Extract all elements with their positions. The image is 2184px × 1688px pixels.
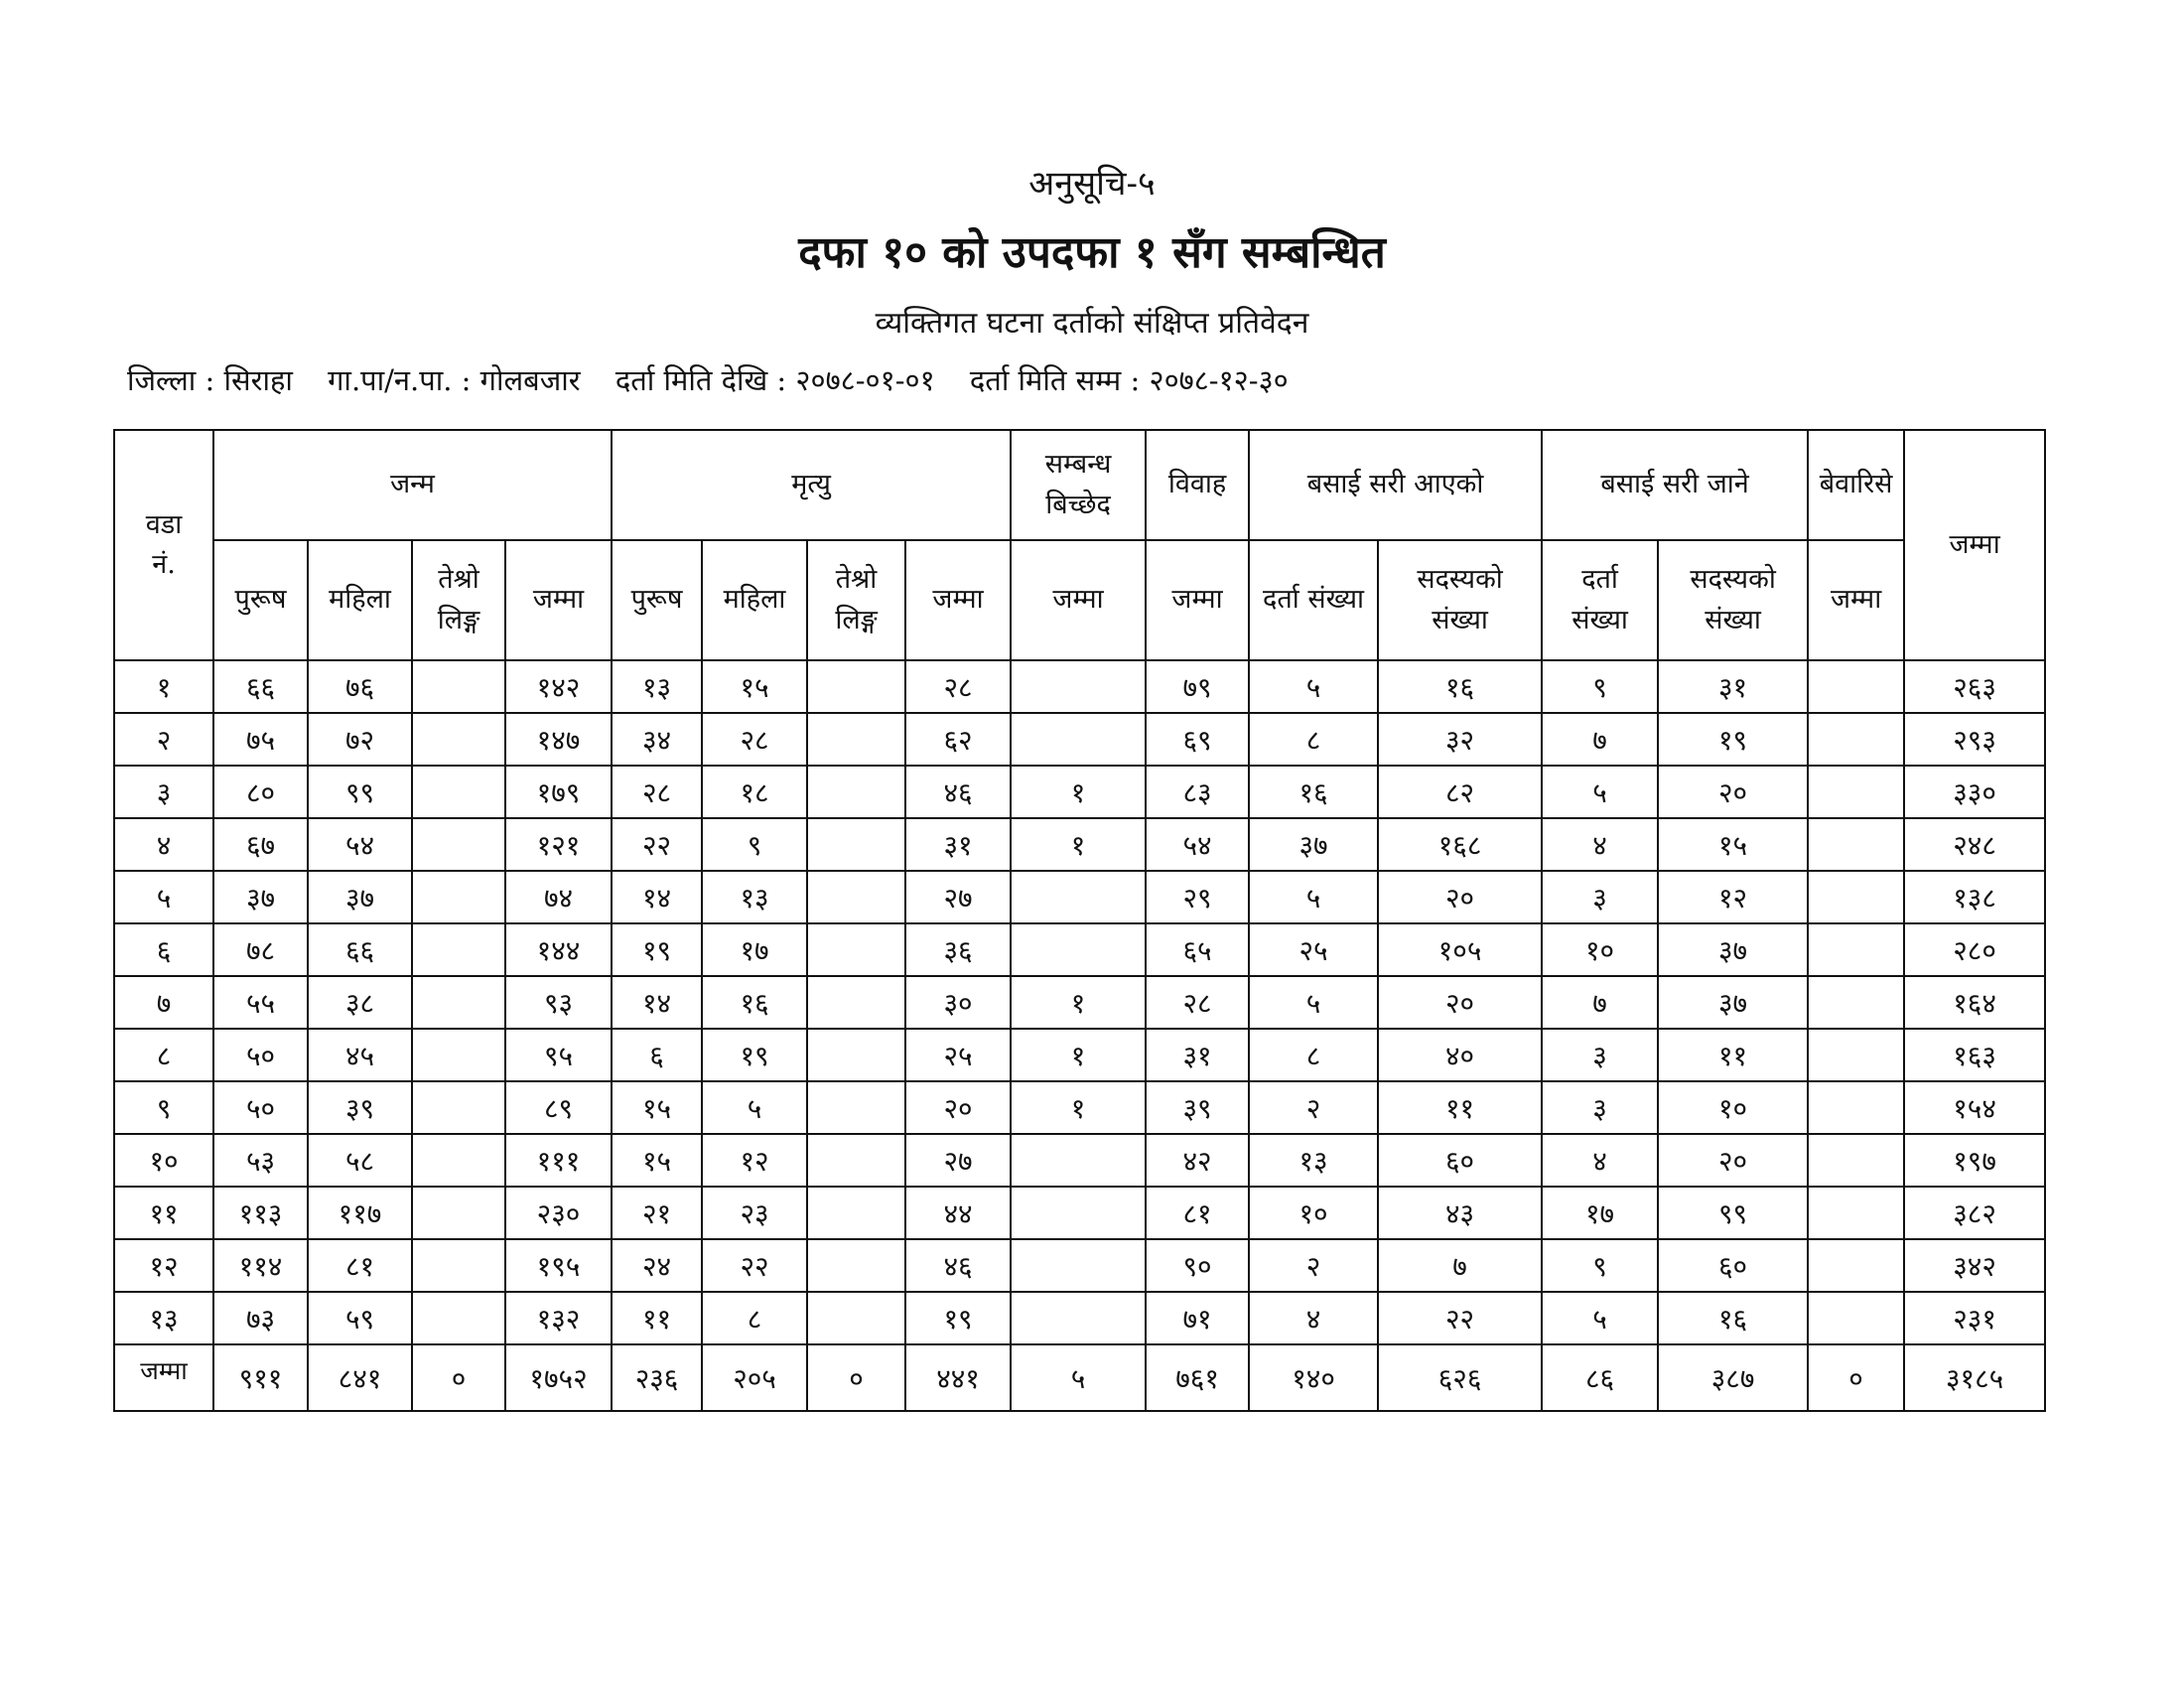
- total-cell: ३८७: [1658, 1344, 1808, 1411]
- subheader-cell: तेश्रो लिङ्ग: [412, 540, 505, 660]
- table-cell: ५८: [308, 1134, 412, 1187]
- table-cell: ३४: [612, 713, 702, 766]
- table-cell: [807, 766, 905, 818]
- table-cell: १६: [1658, 1292, 1808, 1344]
- table-cell: ५: [1249, 660, 1378, 713]
- table-cell: २७: [905, 871, 1011, 923]
- table-cell: २४: [612, 1239, 702, 1292]
- table-cell: ३८२: [1904, 1187, 2045, 1239]
- table-cell: [1011, 871, 1146, 923]
- table-cell: [412, 1081, 505, 1134]
- table-cell: ४: [1249, 1292, 1378, 1344]
- table-cell: २८: [612, 766, 702, 818]
- table-cell: ९: [702, 818, 807, 871]
- table-cell: [412, 818, 505, 871]
- municipality-label: गा.पा/न.पा. : गोलबजार: [328, 363, 581, 397]
- table-cell: [1808, 1187, 1904, 1239]
- table-cell: १५: [612, 1134, 702, 1187]
- table-cell: [412, 1029, 505, 1081]
- table-cell: २०: [1378, 976, 1542, 1029]
- header-abandoned: बेवारिसे: [1808, 430, 1904, 540]
- header-migration-in: बसाई सरी आएको: [1249, 430, 1542, 540]
- table-cell: २: [1249, 1239, 1378, 1292]
- table-cell: ३४२: [1904, 1239, 2045, 1292]
- table-cell: ७: [1542, 713, 1658, 766]
- table-cell: ६९: [1146, 713, 1249, 766]
- subheader-row: [114, 540, 2045, 660]
- table-cell: [412, 713, 505, 766]
- district-label: जिल्ला : सिराहा: [127, 363, 293, 397]
- table-cell: ७९: [1146, 660, 1249, 713]
- total-cell: २०५: [702, 1344, 807, 1411]
- table-cell: ५: [702, 1081, 807, 1134]
- table-cell: ५: [1249, 871, 1378, 923]
- table-cell: २८: [702, 713, 807, 766]
- table-cell: ६२: [905, 713, 1011, 766]
- table-cell: ४२: [1146, 1134, 1249, 1187]
- table-cell: २१: [612, 1187, 702, 1239]
- subheader-cell: पुरूष: [213, 540, 308, 660]
- total-cell: ७६१: [1146, 1344, 1249, 1411]
- table-cell: ७१: [1146, 1292, 1249, 1344]
- table-row: [114, 871, 2045, 923]
- table-cell: ५५: [213, 976, 308, 1029]
- subheader-cell: जम्मा: [1146, 540, 1249, 660]
- table-row: [114, 1029, 2045, 1081]
- table-cell: २०: [1658, 1134, 1808, 1187]
- table-cell: ७३: [213, 1292, 308, 1344]
- table-cell: ३७: [308, 871, 412, 923]
- total-cell: २३६: [612, 1344, 702, 1411]
- table-cell: ३६: [905, 923, 1011, 976]
- table-cell: ८९: [505, 1081, 612, 1134]
- table-cell: ११: [1658, 1029, 1808, 1081]
- table-cell: ४: [1542, 818, 1658, 871]
- table-cell: १३: [612, 660, 702, 713]
- table-cell: [1808, 713, 1904, 766]
- table-cell: ११३: [213, 1187, 308, 1239]
- table-cell: १०: [1542, 923, 1658, 976]
- table-cell: २८: [905, 660, 1011, 713]
- ward-number-cell: १२: [114, 1239, 213, 1292]
- table-cell: २९३: [1904, 713, 2045, 766]
- table-cell: ९३: [505, 976, 612, 1029]
- table-cell: १५४: [1904, 1081, 2045, 1134]
- table-cell: १५: [1658, 818, 1808, 871]
- table-cell: १६८: [1378, 818, 1542, 871]
- table-cell: ७८: [213, 923, 308, 976]
- table-cell: ५०: [213, 1029, 308, 1081]
- table-cell: ९९: [1658, 1187, 1808, 1239]
- table-cell: ६: [612, 1029, 702, 1081]
- table-cell: [807, 713, 905, 766]
- schedule-heading: अनुसूचि-५: [1028, 164, 1156, 204]
- total-row: [114, 1344, 2045, 1411]
- total-cell: ५: [1011, 1344, 1146, 1411]
- table-cell: ५: [1542, 1292, 1658, 1344]
- header-birth: जन्म: [213, 430, 612, 540]
- table-cell: १२: [702, 1134, 807, 1187]
- table-cell: १३२: [505, 1292, 612, 1344]
- table-cell: ११: [1378, 1081, 1542, 1134]
- table-cell: ४५: [308, 1029, 412, 1081]
- total-cell: ०: [1808, 1344, 1904, 1411]
- table-cell: १: [1011, 818, 1146, 871]
- table-cell: ९०: [1146, 1239, 1249, 1292]
- table-cell: [1808, 660, 1904, 713]
- subheader-cell: सदस्यको संख्या: [1378, 540, 1542, 660]
- table-cell: १३: [702, 871, 807, 923]
- table-cell: ६०: [1658, 1239, 1808, 1292]
- ward-number-cell: १०: [114, 1134, 213, 1187]
- table-cell: [412, 660, 505, 713]
- table-cell: [412, 871, 505, 923]
- table-cell: १११: [505, 1134, 612, 1187]
- table-row: [114, 1292, 2045, 1344]
- table-cell: [807, 1081, 905, 1134]
- table-cell: २०: [1378, 871, 1542, 923]
- table-cell: [412, 1134, 505, 1187]
- table-cell: ५: [1542, 766, 1658, 818]
- table-cell: ३: [1542, 1029, 1658, 1081]
- table-cell: ४: [1542, 1134, 1658, 1187]
- table-cell: १: [1011, 1081, 1146, 1134]
- table-cell: [1011, 1134, 1146, 1187]
- table-cell: २३: [702, 1187, 807, 1239]
- table-cell: १६: [1249, 766, 1378, 818]
- table-cell: [412, 766, 505, 818]
- table-cell: १४: [612, 976, 702, 1029]
- table-cell: १४२: [505, 660, 612, 713]
- table-cell: ९: [1542, 660, 1658, 713]
- header-death: मृत्यु: [612, 430, 1011, 540]
- table-cell: [1808, 818, 1904, 871]
- table-cell: ५४: [308, 818, 412, 871]
- subheader-cell: पुरूष: [612, 540, 702, 660]
- total-cell: ८४१: [308, 1344, 412, 1411]
- table-row: [114, 660, 2045, 713]
- table-body: [114, 660, 2045, 1344]
- table-cell: [1808, 871, 1904, 923]
- table-cell: ६७: [213, 818, 308, 871]
- table-row: [114, 976, 2045, 1029]
- table-cell: [807, 923, 905, 976]
- subheader-cell: जम्मा: [1808, 540, 1904, 660]
- table-cell: १७: [1542, 1187, 1658, 1239]
- table-cell: ३३०: [1904, 766, 2045, 818]
- table-cell: ७५: [213, 713, 308, 766]
- table-cell: २२: [612, 818, 702, 871]
- table-cell: २: [1249, 1081, 1378, 1134]
- subheader-cell: जम्मा: [505, 540, 612, 660]
- table-cell: १६: [702, 976, 807, 1029]
- table-row: [114, 1134, 2045, 1187]
- total-cell: ३१८५: [1904, 1344, 2045, 1411]
- table-cell: ७: [1542, 976, 1658, 1029]
- table-row: [114, 818, 2045, 871]
- header-divorce: सम्बन्ध बिच्छेद: [1011, 430, 1146, 540]
- table-cell: २२: [702, 1239, 807, 1292]
- table-cell: १०५: [1378, 923, 1542, 976]
- table-cell: [807, 976, 905, 1029]
- table-cell: [1808, 976, 1904, 1029]
- ward-number-cell: ५: [114, 871, 213, 923]
- table-cell: १: [1011, 766, 1146, 818]
- table-footer: [114, 1344, 2045, 1411]
- table-cell: ५४: [1146, 818, 1249, 871]
- table-cell: १३८: [1904, 871, 2045, 923]
- table-cell: [807, 818, 905, 871]
- header-grand-total: जम्मा: [1904, 430, 2045, 660]
- table-cell: १९: [905, 1292, 1011, 1344]
- table-cell: ३२: [1378, 713, 1542, 766]
- ward-number-cell: ३: [114, 766, 213, 818]
- table-row: [114, 1187, 2045, 1239]
- table-cell: ७: [1378, 1239, 1542, 1292]
- table-cell: [1011, 1187, 1146, 1239]
- table-cell: ६६: [213, 660, 308, 713]
- table-cell: [807, 1134, 905, 1187]
- table-cell: ४०: [1378, 1029, 1542, 1081]
- table-cell: १८: [702, 766, 807, 818]
- table-cell: ६०: [1378, 1134, 1542, 1187]
- table-cell: २४८: [1904, 818, 2045, 871]
- table-cell: १२: [1658, 871, 1808, 923]
- table-cell: १४४: [505, 923, 612, 976]
- table-cell: ८२: [1378, 766, 1542, 818]
- table-cell: ३७: [1658, 976, 1808, 1029]
- total-cell: ६२६: [1378, 1344, 1542, 1411]
- subheader-cell: दर्ता संख्या: [1542, 540, 1658, 660]
- table-cell: ३१: [1658, 660, 1808, 713]
- total-cell: ८६: [1542, 1344, 1658, 1411]
- table-cell: ८३: [1146, 766, 1249, 818]
- table-cell: ४६: [905, 766, 1011, 818]
- table-cell: २५: [905, 1029, 1011, 1081]
- table-cell: ८: [702, 1292, 807, 1344]
- header-migration-out: बसाई सरी जाने: [1542, 430, 1808, 540]
- table-cell: [1808, 1029, 1904, 1081]
- date-to-label: दर्ता मिति सम्म : २०७८-१२-३०: [969, 363, 1289, 397]
- total-cell: ९११: [213, 1344, 308, 1411]
- table-cell: २०: [1658, 766, 1808, 818]
- table-cell: ३०: [905, 976, 1011, 1029]
- subheader-cell: महिला: [308, 540, 412, 660]
- table-cell: ३१: [1146, 1029, 1249, 1081]
- ward-number-cell: ८: [114, 1029, 213, 1081]
- table-cell: ४४: [905, 1187, 1011, 1239]
- subheader-cell: दर्ता संख्या: [1249, 540, 1378, 660]
- table-cell: १२१: [505, 818, 612, 871]
- table-cell: २६३: [1904, 660, 2045, 713]
- table-cell: २५: [1249, 923, 1378, 976]
- table-cell: ३: [1542, 1081, 1658, 1134]
- table-cell: ८१: [1146, 1187, 1249, 1239]
- subheader-cell: महिला: [702, 540, 807, 660]
- table-cell: १०: [1658, 1081, 1808, 1134]
- total-cell: १४०: [1249, 1344, 1378, 1411]
- table-cell: ३७: [1249, 818, 1378, 871]
- table-cell: १९: [1658, 713, 1808, 766]
- table-cell: ३७: [1658, 923, 1808, 976]
- table-cell: [412, 923, 505, 976]
- table-cell: १७९: [505, 766, 612, 818]
- date-from-label: दर्ता मिति देखि : २०७८-०१-०१: [614, 363, 935, 397]
- report-meta: [127, 360, 1314, 399]
- table-cell: ११४: [213, 1239, 308, 1292]
- table-cell: ११७: [308, 1187, 412, 1239]
- table-cell: ५३: [213, 1134, 308, 1187]
- header-marriage: विवाह: [1146, 430, 1249, 540]
- table-cell: १०: [1249, 1187, 1378, 1239]
- header-ward: वडा नं.: [114, 430, 213, 660]
- table-cell: १३: [1249, 1134, 1378, 1187]
- table-cell: ७६: [308, 660, 412, 713]
- table-cell: [1011, 1239, 1146, 1292]
- table-cell: ८०: [213, 766, 308, 818]
- table-cell: १९: [612, 923, 702, 976]
- table-cell: १५: [702, 660, 807, 713]
- table-cell: [412, 1239, 505, 1292]
- event-registration-table: [113, 429, 2046, 1412]
- table-cell: १६४: [1904, 976, 2045, 1029]
- table-cell: ५: [1249, 976, 1378, 1029]
- ward-number-cell: ४: [114, 818, 213, 871]
- table-cell: [807, 871, 905, 923]
- table-cell: ३७: [213, 871, 308, 923]
- table-cell: १७: [702, 923, 807, 976]
- ward-number-cell: १: [114, 660, 213, 713]
- table-cell: १४७: [505, 713, 612, 766]
- table-cell: १६: [1378, 660, 1542, 713]
- total-cell: ०: [412, 1344, 505, 1411]
- table-row: [114, 713, 2045, 766]
- table-cell: [1808, 923, 1904, 976]
- table-cell: [1011, 1292, 1146, 1344]
- table-cell: ४३: [1378, 1187, 1542, 1239]
- total-cell: १७५२: [505, 1344, 612, 1411]
- ward-number-cell: १३: [114, 1292, 213, 1344]
- table-cell: ३: [1542, 871, 1658, 923]
- table-header: [114, 430, 2045, 660]
- table-cell: ९९: [308, 766, 412, 818]
- table-cell: १५: [612, 1081, 702, 1134]
- table-cell: ५०: [213, 1081, 308, 1134]
- table-cell: १९: [702, 1029, 807, 1081]
- table-row: [114, 766, 2045, 818]
- table-cell: २८: [1146, 976, 1249, 1029]
- table-cell: २३०: [505, 1187, 612, 1239]
- page-title: दफा १० को उपदफा १ सँग सम्बन्धित: [798, 227, 1386, 278]
- table-cell: [412, 976, 505, 1029]
- table-cell: ७२: [308, 713, 412, 766]
- ward-number-cell: ९: [114, 1081, 213, 1134]
- ward-number-cell: २: [114, 713, 213, 766]
- table-cell: [412, 1187, 505, 1239]
- ward-number-cell: ११: [114, 1187, 213, 1239]
- table-cell: ८१: [308, 1239, 412, 1292]
- table-cell: [807, 1187, 905, 1239]
- table-cell: [807, 1239, 905, 1292]
- table-cell: [412, 1292, 505, 1344]
- table-cell: [1808, 1081, 1904, 1134]
- table-cell: १६३: [1904, 1029, 2045, 1081]
- table-cell: २०: [905, 1081, 1011, 1134]
- ward-number-cell: ६: [114, 923, 213, 976]
- table-row: [114, 1081, 2045, 1134]
- subheader-cell: सदस्यको संख्या: [1658, 540, 1808, 660]
- table-cell: [1011, 923, 1146, 976]
- total-label-cell: जम्मा: [114, 1344, 213, 1411]
- table-cell: ८: [1249, 1029, 1378, 1081]
- table-cell: ९: [1542, 1239, 1658, 1292]
- table-cell: [1011, 660, 1146, 713]
- total-cell: ४४१: [905, 1344, 1011, 1411]
- table-cell: ५९: [308, 1292, 412, 1344]
- table-row: [114, 1239, 2045, 1292]
- table-cell: [807, 1029, 905, 1081]
- ward-number-cell: ७: [114, 976, 213, 1029]
- table-cell: [1808, 1134, 1904, 1187]
- table-cell: ७४: [505, 871, 612, 923]
- table-cell: ३१: [905, 818, 1011, 871]
- table-cell: [1808, 1292, 1904, 1344]
- table-cell: [1808, 766, 1904, 818]
- table-row: [114, 923, 2045, 976]
- total-cell: ०: [807, 1344, 905, 1411]
- table-cell: [807, 1292, 905, 1344]
- table-cell: १: [1011, 1029, 1146, 1081]
- table-cell: ४६: [905, 1239, 1011, 1292]
- subheader-cell: तेश्रो लिङ्ग: [807, 540, 905, 660]
- subheader-cell: जम्मा: [905, 540, 1011, 660]
- table-cell: २८०: [1904, 923, 2045, 976]
- subheader-cell: जम्मा: [1011, 540, 1146, 660]
- table-cell: [807, 660, 905, 713]
- table-cell: ३९: [1146, 1081, 1249, 1134]
- page-subtitle: व्यक्तिगत घटना दर्ताको संक्षिप्त प्रतिवेदन: [875, 306, 1309, 341]
- table-cell: ८: [1249, 713, 1378, 766]
- table-cell: [1011, 713, 1146, 766]
- table-cell: ३८: [308, 976, 412, 1029]
- table-cell: ३९: [308, 1081, 412, 1134]
- table-cell: १९७: [1904, 1134, 2045, 1187]
- table-cell: ६५: [1146, 923, 1249, 976]
- table-cell: २७: [905, 1134, 1011, 1187]
- table-cell: १४: [612, 871, 702, 923]
- table-cell: ९५: [505, 1029, 612, 1081]
- table-cell: २३१: [1904, 1292, 2045, 1344]
- table-cell: २९: [1146, 871, 1249, 923]
- table-cell: [1808, 1239, 1904, 1292]
- table-cell: २२: [1378, 1292, 1542, 1344]
- table-cell: ६६: [308, 923, 412, 976]
- table-cell: १९५: [505, 1239, 612, 1292]
- table-cell: ११: [612, 1292, 702, 1344]
- table-cell: १: [1011, 976, 1146, 1029]
